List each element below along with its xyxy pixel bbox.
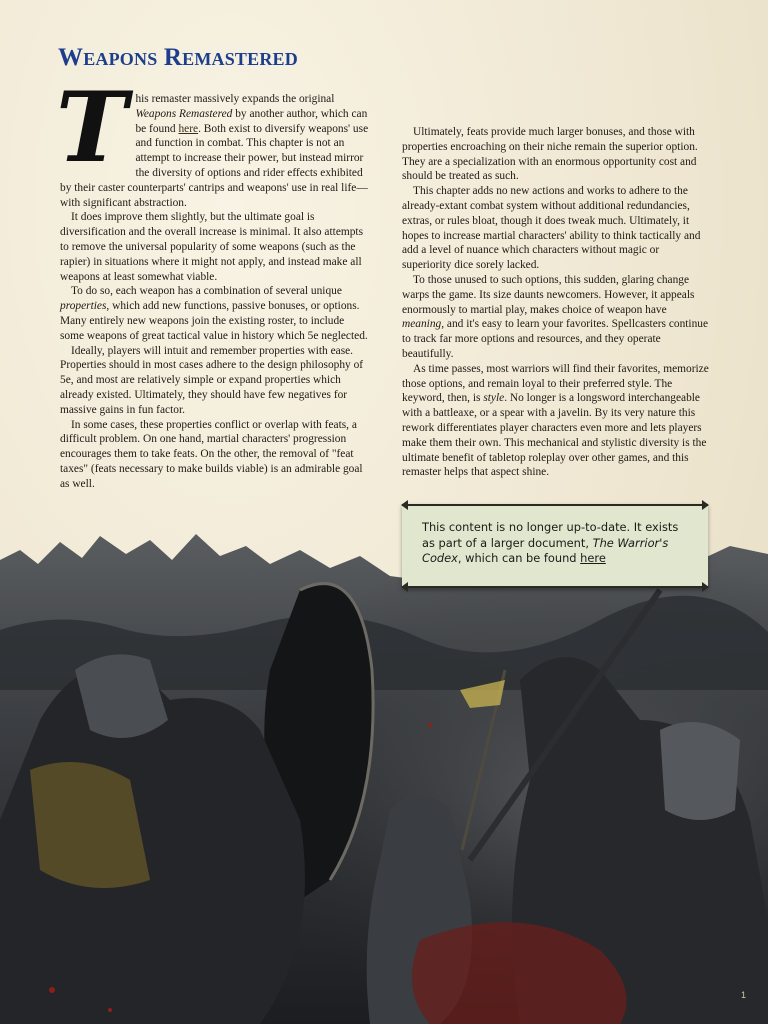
- text-run: by another author, which can be found: [135, 107, 368, 135]
- page-number: 1: [740, 990, 746, 1000]
- paragraph: Ultimately, feats provide much larger bonuses, and those with properties encroaching on their niche remain the superior option. They are a specialization with an enormous opportunity cost and should be treated as such.: [402, 126, 698, 183]
- document-title: The Warrior's Codex: [422, 535, 669, 565]
- knight-right-helm: [660, 722, 740, 820]
- paragraph: In some cases, these properties conflict or overlap with feats, a difficult problem. On one hand, martial characters' progression encourages them to take feats. On the other, the removal of "feat taxes" (feats necessary to make builds viable) is an admirable goal as well.: [60, 418, 363, 490]
- text-run: , which can be found: [457, 551, 581, 565]
- text-run: . Both exist to diversify weapons' use and function in combat. This chapter is not an attempt to increase their power, but instead mirror the diversity of options and rider effects exhibited by their caster counterparts' cantrips and weapons' use in real life—with significant abstraction.: [60, 122, 369, 209]
- text-run: . No longer is a longsword interchangeable with a battleaxe, or a spear with a javelin. By its very nature this rework differentiates player characters even more and lets players make them their own. This mechanical and stylistic diversity is the ultimate benefit of tabletop roleplay over other games, and this remaster helps that aspect shine.: [402, 392, 707, 479]
- notice-text: [422, 520, 692, 567]
- here-link[interactable]: here: [178, 122, 199, 135]
- text-run: To do so, each weapon has a combination of several unique: [71, 285, 342, 298]
- red-speck: [428, 723, 432, 727]
- corner-ornament: [401, 582, 408, 592]
- text-run: As time passes, most warriors will find their favorites, memorize those options, and remain loyal to their preferred style. The keyword, then, is: [402, 362, 709, 405]
- red-speck: [49, 987, 55, 993]
- red-speck: [108, 1008, 112, 1012]
- here-link[interactable]: here: [580, 551, 606, 565]
- emphasis: properties: [60, 300, 107, 313]
- text-run: To those unused to such options, this sudden, glaring change warps the game. Its size daunts newcomers. However, it appeals enormously to martial play, makes choice of weapon have: [402, 273, 695, 316]
- corner-ornament: [401, 500, 408, 510]
- text-run: This content is no longer up-to-date. It exists as part of a larger document,: [422, 520, 679, 550]
- text-run: , and it's easy to learn your favorites. Spellcasters continue to track far more options and resources, and they operate beautifully.: [402, 318, 709, 360]
- text-run: his remaster massively expands the original: [135, 93, 335, 105]
- emphasis: style: [483, 392, 505, 405]
- page-title: Weapons Remastered: [58, 44, 298, 71]
- drop-cap: T: [56, 71, 128, 184]
- paragraph: It does improve them slightly, but the ultimate goal is diversification and the overall increase is minimal. It also attempts to remove the universal popularity of some weapons (such as the rapier) in situations where it might not apply, and instead make all weapons at least somewhat viable.: [60, 211, 364, 283]
- text-run: , which add new functions, passive bonuses, or options. Many entirely new weapons join the existing roster, to include some weapons of great tactical value in history which 5e neglected.: [60, 300, 368, 342]
- battle-artwork: [0, 520, 768, 1024]
- paragraph: This chapter adds no new actions and works to adhere to the already-extant combat system without additional redundancies, extras, or rules bloat, though it does tweak much. Ultimately, it hopes to increase martial characters' ability to think tactically and add a level of nuance which characters without magic or superiority dice sorely lacked.: [402, 185, 701, 272]
- emphasis: meaning: [402, 318, 442, 331]
- corner-ornament: [702, 500, 709, 510]
- notice-box: [402, 504, 708, 588]
- paragraph: [402, 362, 710, 480]
- corner-ornament: [702, 582, 709, 592]
- paragraph: Ideally, players will intuit and remember properties with ease. Properties should in most cases adhere to the design philosophy of 5e, and most are relatively simple or expand properties which already existed. Ultimately, they should have few negatives for massive gains in fun factor.: [60, 344, 364, 416]
- paragraph: [402, 273, 710, 362]
- left-column: [56, 71, 369, 492]
- right-column: [402, 125, 710, 480]
- paragraph: [60, 284, 369, 343]
- book-title: Weapons Remastered: [135, 107, 233, 120]
